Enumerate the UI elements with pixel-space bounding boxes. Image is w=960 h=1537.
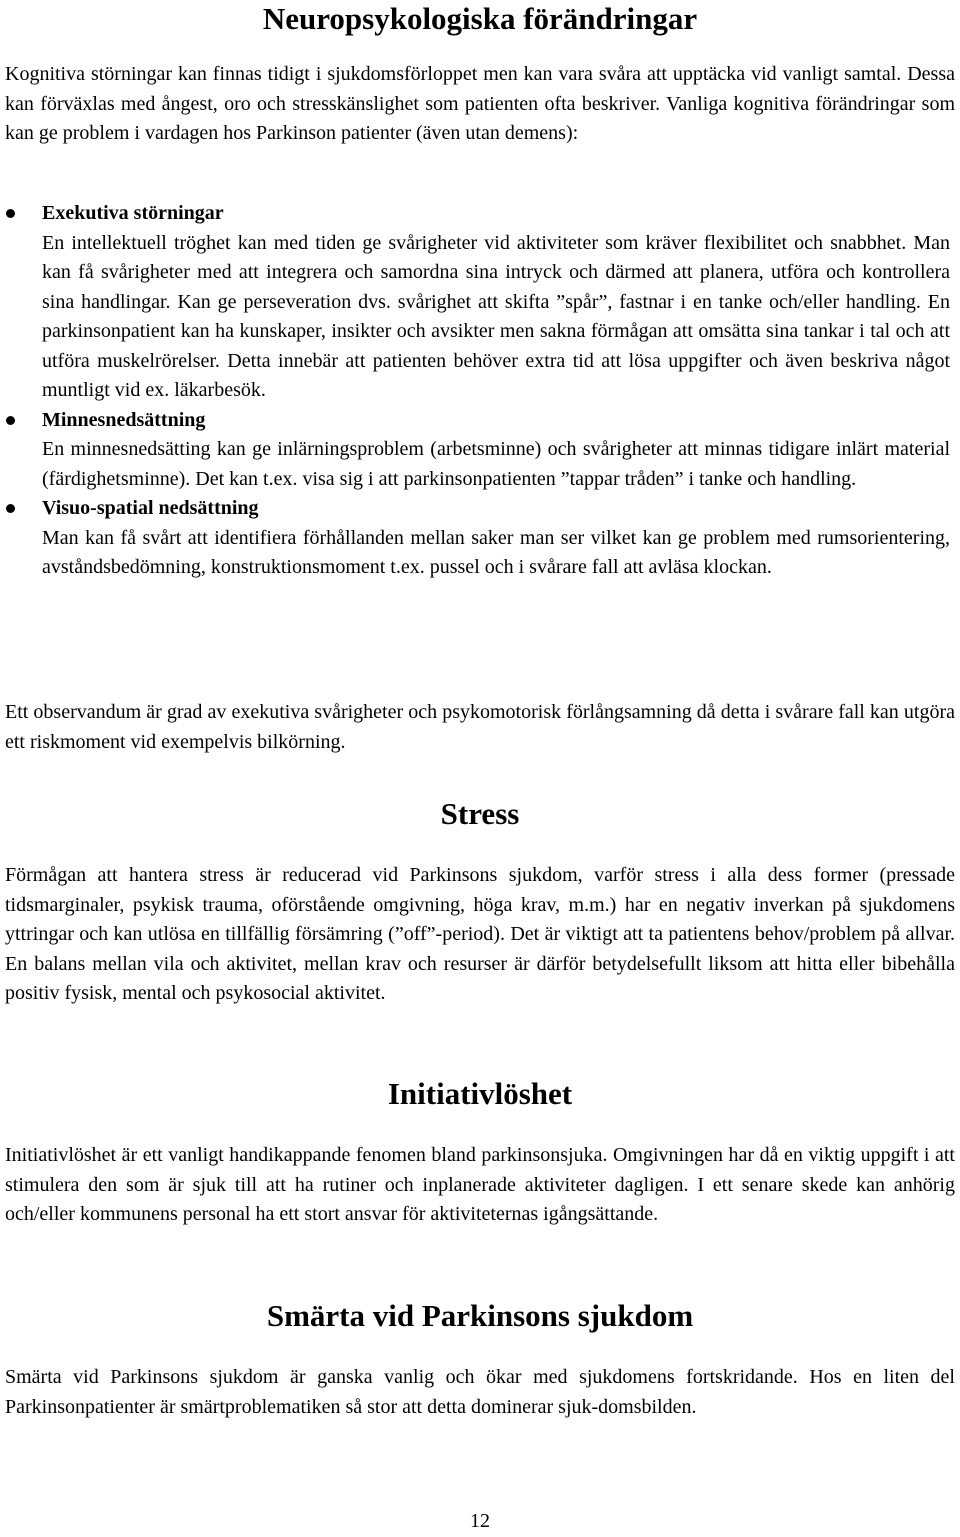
heading-stress: Stress [440, 796, 520, 831]
bullet-icon [6, 209, 15, 218]
bullet-icon [6, 504, 15, 513]
bullet-text: Man kan få svårt att identifiera förhållanden mellan saker man ser vilket kan ge problem med rumsorientering, avståndsbedömning, konstruktionsmoment t.ex. pussel och i svårare fall att avläsa klockan. [42, 526, 950, 578]
heading-neuropsykologiska: Neuropsykologiska förändringar [262, 1, 698, 36]
bullet-title: Minnesnedsättning [42, 408, 206, 431]
bullet-title: Visuo-spatial nedsättning [42, 497, 259, 519]
neuro-closing-paragraph: Ett observandum är grad av exekutiva svårigheter och psykomotorisk förlångsamning då detta i svårare fall kan utgöra ett riskmoment vid exempelvis bilkörning. [5, 701, 955, 753]
bullet-text: En intellektuell tröghet kan med tiden ge svårigheter vid aktiviteter som kräver flexibilitet och snabbhet. Man kan få svårigheter med att integrera och samordna sina intryck och därmed att planera, utföra och kontrollera sina handlingar. Kan ge perseveration dvs. svårighet att skifta ”spår”, fastnar i en tanke och/eller handling. En parkinsonpatient kan ha kunskaper, insikter och avsikter men sakna förmågan att omsätta sina tankar i tal och att utföra muskelrörelser. Detta innebär att patienten behöver extra tid att lösa uppgifter och även beskriva något muntligt vid ex. läkarbesök. [42, 231, 950, 401]
bullet-text: En minnesnedsätting kan ge inlärningsproblem (arbetsminne) och svårigheter att minnas tidigare inlärt material (färdighetsminne). Det kan t.ex. visa sig i att parkinsonpatienten ”tappar tråden” i tanke och handling. [42, 438, 950, 490]
bullet-item-visuo [0, 494, 950, 583]
neuro-intro-paragraph: Kognitiva störningar kan finnas tidigt i sjukdomsförloppet men kan vara svåra att upptäcka vid vanligt samtal. Dessa kan förväxlas med ångest, oro och stresskänslighet som patienten ofta beskriver. Vanliga kognitiva förändringar som kan ge problem i vardagen hos Parkinson patienter (även utan demens): [5, 63, 955, 144]
stress-paragraph: Förmågan att hantera stress är reducerad vid Parkinsons sjukdom, varför stress i alla dess former (pressade tidsmarginaler, psykisk trauma, oförstående omgivning, höga krav, m.m.) har en negativ inverkan på sjukdomens yttringar och kan utlösa en tillfällig försämring (”off”-period). Det är viktigt att ta patientens behov/problem på allvar. En balans mellan vila och aktivitet, mellan krav och resurser är därför betydelsefullt liksom att hitta eller bibehålla positiv fysisk, mental och psykosocial aktivitet. [5, 864, 955, 1004]
bullet-title: Exekutiva störningar [42, 202, 224, 224]
bullet-icon [6, 416, 15, 425]
page-number: 12 [470, 1510, 490, 1532]
neuro-bullet-list [0, 199, 960, 583]
heading-initiativloshet: Initiativlöshet [387, 1076, 573, 1111]
smarta-paragraph: Smärta vid Parkinsons sjukdom är ganska vanlig och ökar med sjukdomens fortskridande. Hos en liten del Parkinsonpatienter är smärtproblematiken så stor att detta dominerar sjuk-domsbilden. [5, 1366, 955, 1418]
heading-smarta: Smärta vid Parkinsons sjukdom [266, 1298, 694, 1333]
bullet-item-exekutiva [0, 199, 950, 406]
bullet-item-minnes [0, 406, 950, 495]
initiativ-paragraph: Initiativlöshet är ett vanligt handikappande fenomen bland parkinsonsjuka. Omgivningen har då en viktig uppgift i att stimulera den som är sjuk till att ha rutiner och inplanerade aktiviteter dagligen. I ett senare skede kan anhörig och/eller kommunens personal ha ett stort ansvar för aktiviteternas igångsättande. [5, 1144, 955, 1225]
